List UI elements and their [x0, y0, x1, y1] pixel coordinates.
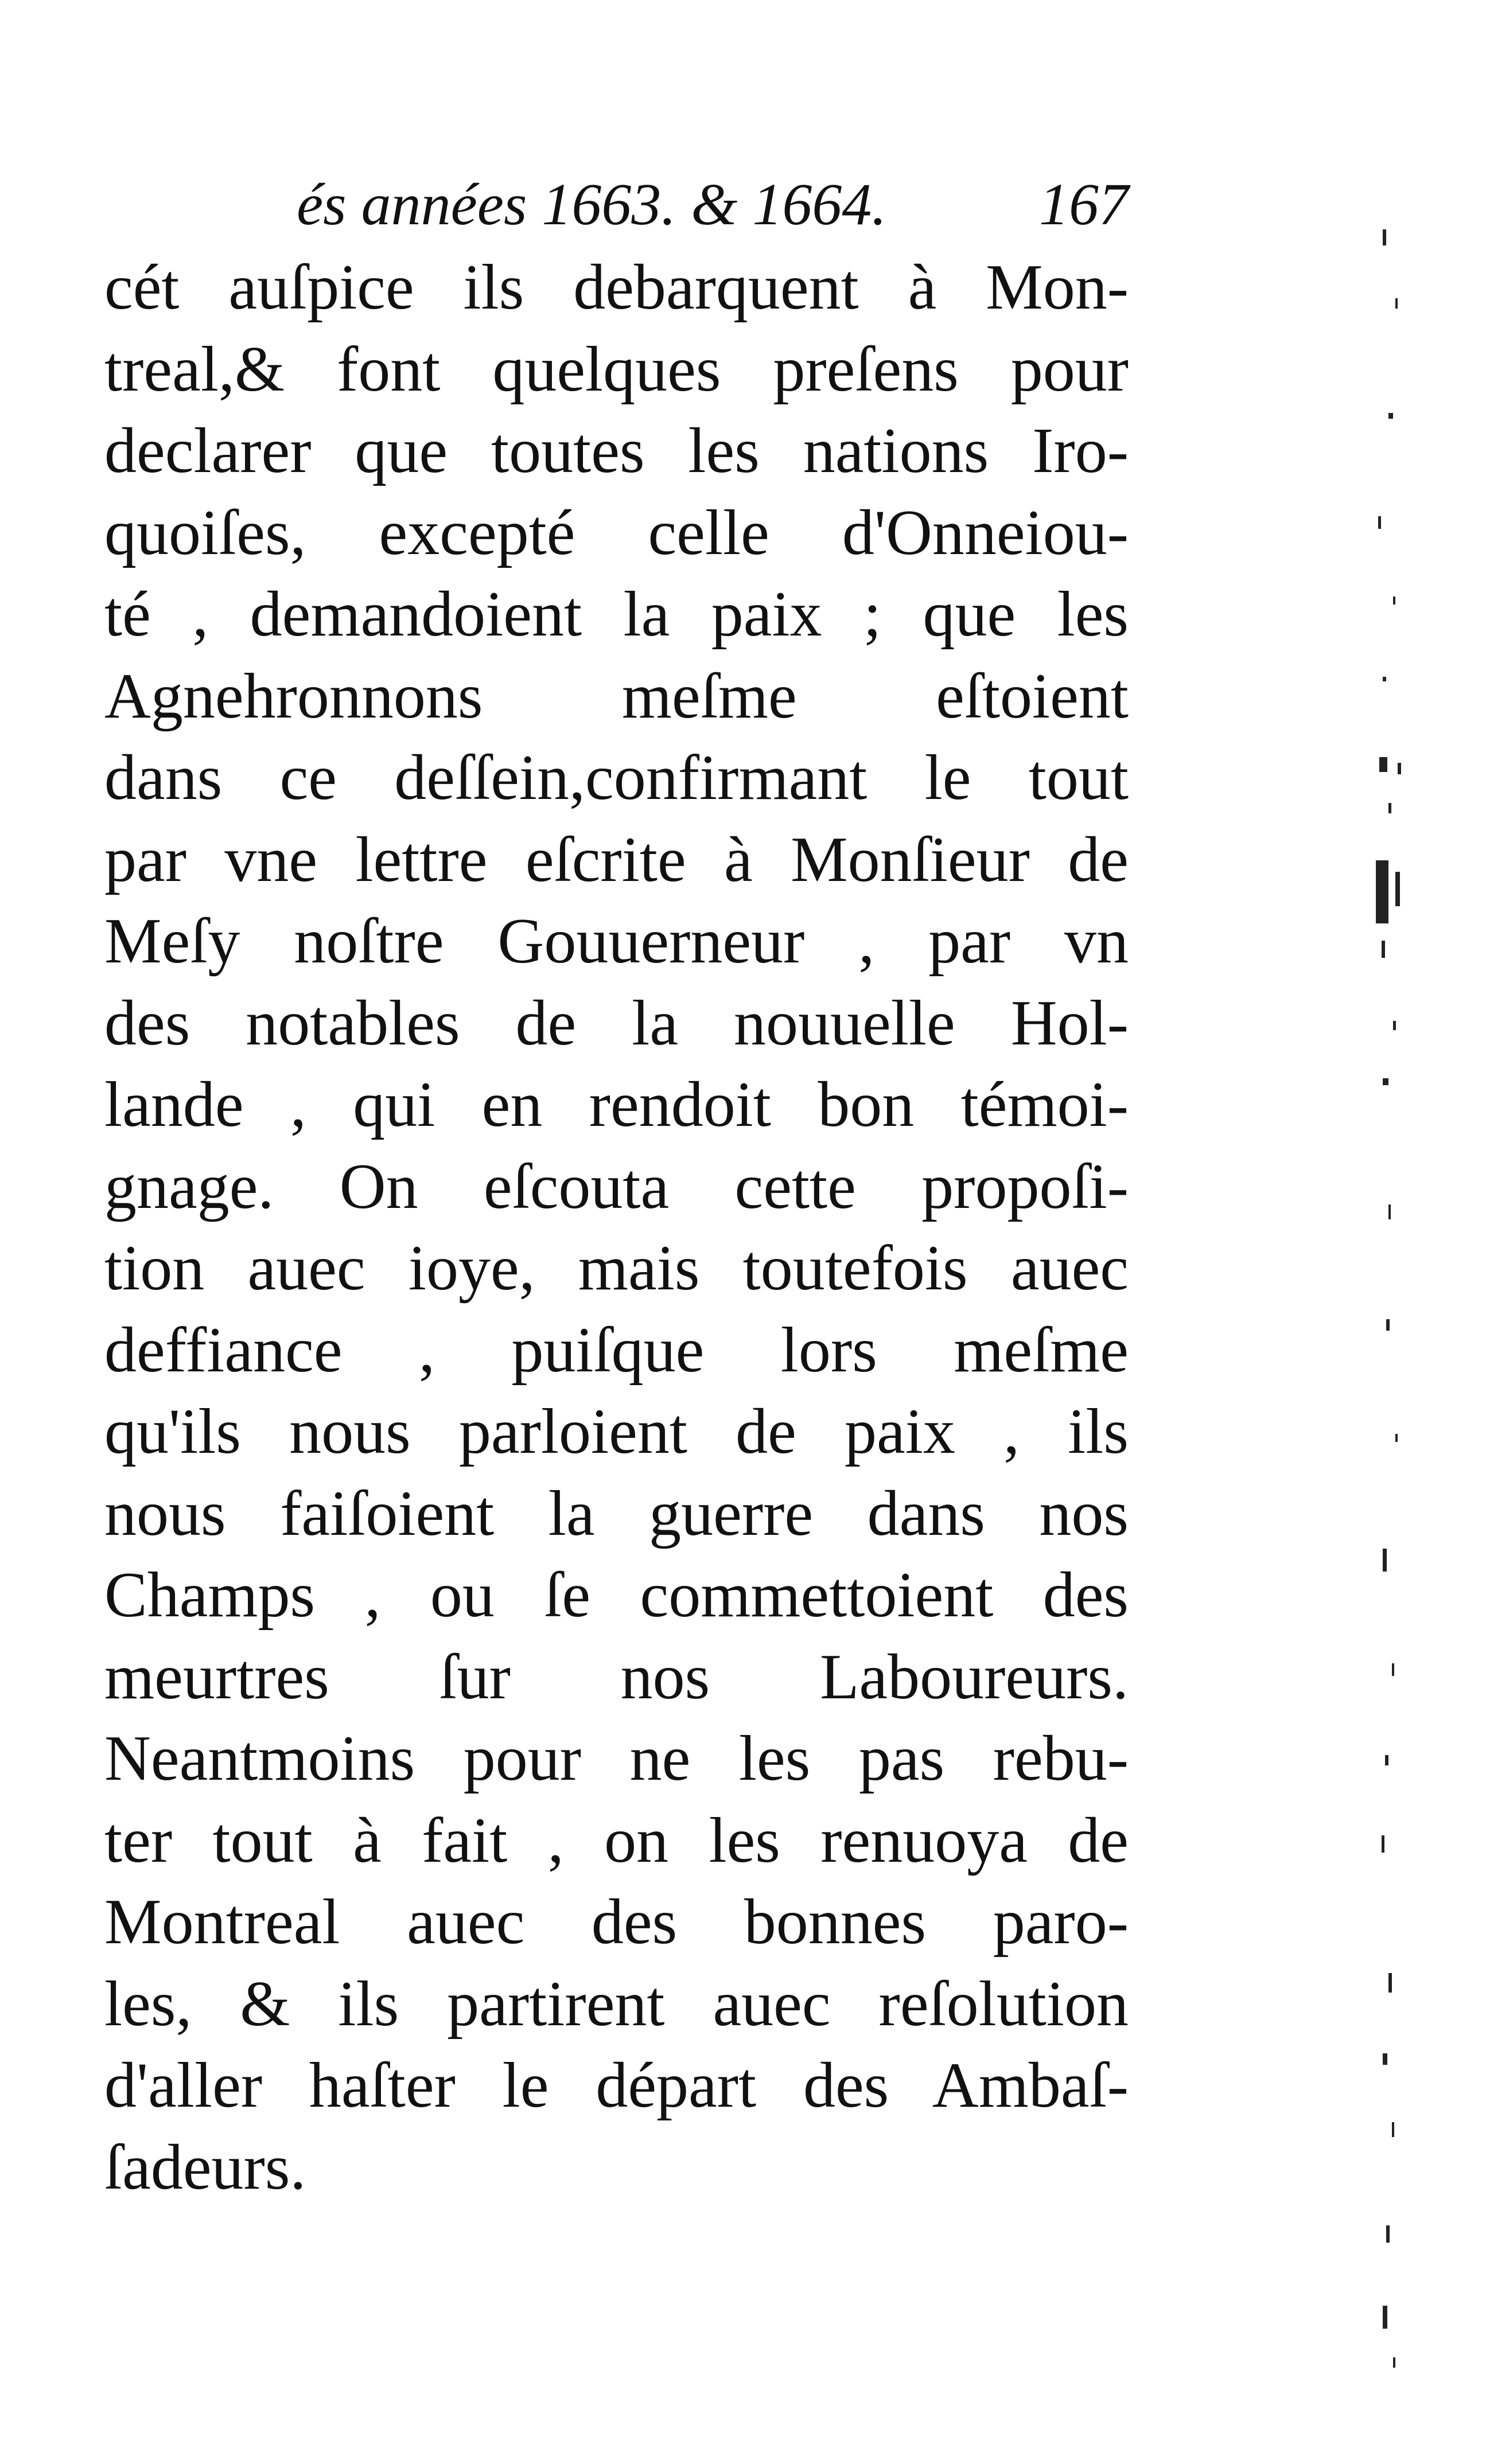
- page-number: 167: [1039, 171, 1129, 237]
- text-line: par vne lettre eſcrite à Monſieur de: [104, 824, 1129, 895]
- text-line: tion auec ioye, mais toutefois auec: [104, 1233, 1129, 1304]
- text-line: Neantmoins pour ne les pas rebu-: [104, 1723, 1129, 1794]
- text-line: d'aller haſter le départ des Ambaſ-: [104, 2050, 1129, 2121]
- text-line: meurtres ſur nos Laboureurs.: [104, 1641, 1129, 1713]
- facing-page-bleed-through: [1366, 0, 1469, 2464]
- body-text: [104, 247, 1129, 2208]
- text-line: treal,& font quelques preſens pour: [104, 333, 1129, 405]
- text-line: qu'ils nous parloient de paix , ils: [104, 1396, 1129, 1467]
- text-line: ſadeurs.: [104, 2131, 306, 2203]
- text-line: lande , qui en rendoit bon témoi-: [104, 1069, 1129, 1140]
- text-line: gnage. On eſcouta cette propoſi-: [104, 1151, 1129, 1222]
- text-line: té , demandoient la paix ; que les: [104, 579, 1129, 650]
- text-line: Meſy noſtre Gouuerneur , par vn: [104, 906, 1129, 977]
- text-line: ter tout à fait , on les renuoya de: [104, 1804, 1129, 1876]
- text-line: nous faiſoient la guerre dans nos: [104, 1477, 1129, 1549]
- text-line: Champs , ou ſe commettoient des: [104, 1560, 1129, 1631]
- text-line: les, & ils partirent auec reſolution: [104, 1968, 1129, 2040]
- text-line: cét auſpice ils debarquent à Mon-: [104, 252, 1129, 323]
- text-line: dans ce deſſein,confirmant le tout: [104, 742, 1129, 813]
- text-line: des notables de la nouuelle Hol-: [104, 987, 1129, 1059]
- text-line: deffiance , puiſque lors meſme: [104, 1314, 1129, 1386]
- running-head: [104, 167, 1129, 242]
- text-line: Montreal auec des bonnes paro-: [104, 1886, 1129, 1958]
- text-line: Agnehronnons meſme eſtoient: [104, 660, 1129, 732]
- running-title: és années 1663. & 1664.: [297, 171, 887, 237]
- text-line: quoiſes, excepté celle d'Onneiou-: [104, 497, 1129, 568]
- text-line: declarer que toutes les nations Iro-: [104, 415, 1129, 486]
